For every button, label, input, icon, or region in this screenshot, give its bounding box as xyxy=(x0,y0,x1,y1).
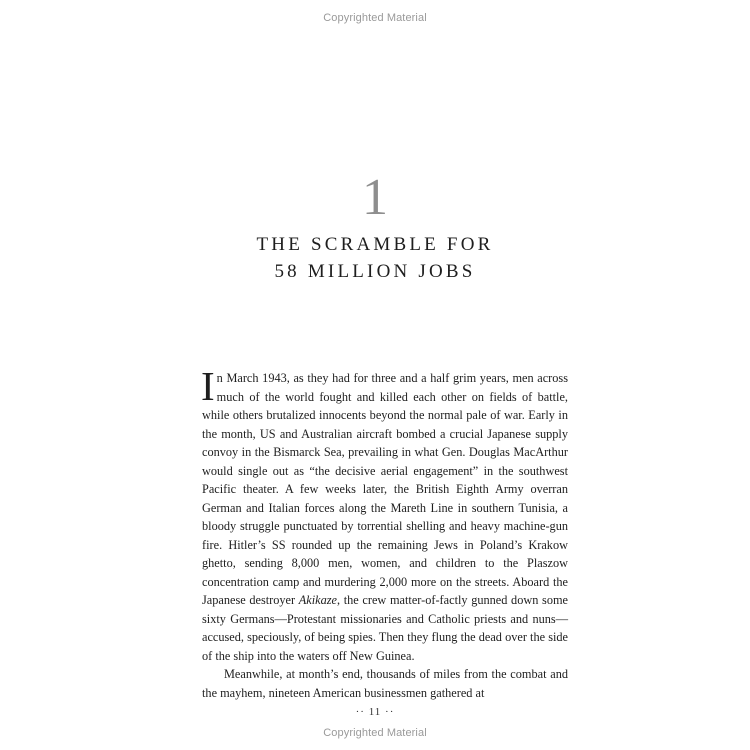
paragraph-1-text-b: , the crew matter-of-factly gunned down some sixty Germans—Protestant missionaries and Catholic priests and nuns—accused, speciously, of being spies. Then they flung the dead over the side of the ship into the waters off New Guinea. xyxy=(202,593,568,663)
chapter-body xyxy=(201,363,568,702)
paragraph-1 xyxy=(201,363,568,665)
paragraph-1-text-a: n March 1943, as they had for three and a half grim years, men across much of the world fought and killed each other on fields of battle, while others brutalized innocents beyond the normal pale of war. Early in the month, US and Australian aircraft bombed a crucial Japanese supply convoy in the Bismarck Sea, prevailing in what Gen. Douglas MacArthur would single out as “the decisive aerial engagement” in the southwest Pacific theater. A few weeks later, the British Eighth Army overran German and Italian forces along the Mareth Line in southern Tunisia, a bloody struggle punctuated by torrential shelling and heavy machine-gun fire. Hitler’s SS rounded up the remaining Jews in Poland’s Krakow ghetto, sending 8,000 men, women, and children to the Plaszow concentration camp and murdering 2,000 more on the streets. Aboard the Japanese destroyer xyxy=(202,371,568,607)
paragraph-2: Meanwhile, at month’s end, thousands of miles from the combat and the mayhem, nineteen American businessmen gathered at xyxy=(202,667,568,700)
copyright-watermark-bottom: Copyrighted Material xyxy=(323,727,427,739)
chapter-title xyxy=(0,231,750,285)
ship-name: Akikaze xyxy=(298,593,338,607)
copyright-watermark-top: Copyrighted Material xyxy=(323,12,427,24)
chapter-title-line-2: 58 MILLION JOBS xyxy=(274,261,476,282)
chapter-number: 1 xyxy=(362,169,388,226)
chapter-title-line-1: THE SCRAMBLE FOR xyxy=(256,234,494,255)
drop-cap: I xyxy=(201,363,215,409)
page-number: ·· 11 ·· xyxy=(355,706,395,718)
